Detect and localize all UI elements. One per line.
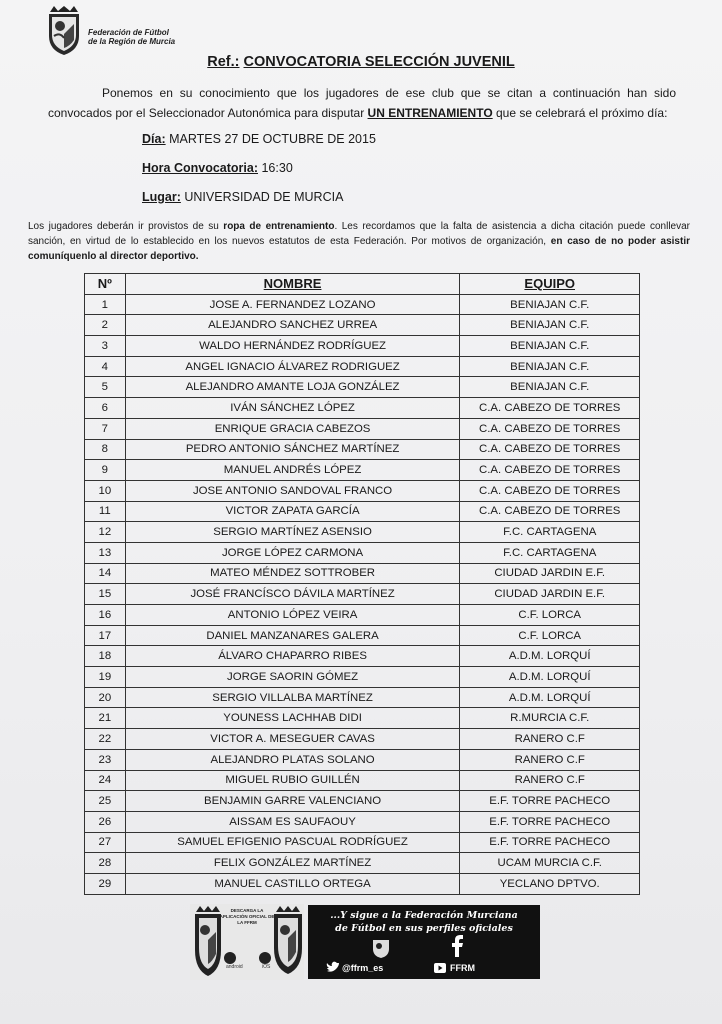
team-name: F.C. CARTAGENA <box>460 542 640 563</box>
player-name: YOUNESS LACHHAB DIDI <box>125 708 460 729</box>
row-number: 4 <box>85 356 126 377</box>
table-row <box>85 336 640 357</box>
crest-icon <box>370 937 392 959</box>
table-row <box>85 832 640 853</box>
row-number: 8 <box>85 439 126 460</box>
team-name: C.A. CABEZO DE TORRES <box>460 480 640 501</box>
table-row <box>85 729 640 750</box>
row-number: 18 <box>85 646 126 667</box>
title-text: CONVOCATORIA SELECCIÓN JUVENIL <box>243 54 515 70</box>
team-name: E.F. TORRE PACHECO <box>460 832 640 853</box>
player-name: AISSAM ES SAUFAOUY <box>125 811 460 832</box>
player-name: PEDRO ANTONIO SÁNCHEZ MARTÍNEZ <box>125 439 460 460</box>
player-name: MIGUEL RUBIO GUILLÉN <box>125 770 460 791</box>
notice-paragraph <box>28 219 690 264</box>
player-name: MATEO MÉNDEZ SOTTROBER <box>125 563 460 584</box>
player-name: ANGEL IGNACIO ÁLVAREZ RODRIGUEZ <box>125 356 460 377</box>
table-row <box>85 687 640 708</box>
team-name: E.F. TORRE PACHECO <box>460 811 640 832</box>
player-name: FELIX GONZÁLEZ MARTÍNEZ <box>125 853 460 874</box>
intro-paragraph <box>48 83 676 123</box>
team-name: RANERO C.F <box>460 749 640 770</box>
roster-body <box>85 294 640 894</box>
row-number: 24 <box>85 770 126 791</box>
team-name: C.A. CABEZO DE TORRES <box>460 418 640 439</box>
date-label: Día: <box>142 132 166 146</box>
team-name: UCAM MURCIA C.F. <box>460 853 640 874</box>
app-download-text: DESCARGA LA APLICACIÓN OFICIAL DE LA FFRM <box>219 908 275 925</box>
table-row <box>85 625 640 646</box>
android-label: android <box>226 964 243 970</box>
player-name: JOSÉ FRANCÍSCO DÁVILA MARTÍNEZ <box>125 584 460 605</box>
table-row <box>85 749 640 770</box>
row-number: 29 <box>85 873 126 894</box>
row-number: 16 <box>85 605 126 626</box>
table-row <box>85 667 640 688</box>
team-name: C.F. LORCA <box>460 625 640 646</box>
header-team: EQUIPO <box>460 274 640 295</box>
team-name: C.F. LORCA <box>460 605 640 626</box>
team-name: YECLANO DPTVO. <box>460 873 640 894</box>
table-row <box>85 770 640 791</box>
twitter-handle[interactable]: @ffrm_es <box>342 963 384 973</box>
place-label: Lugar: <box>142 190 181 204</box>
player-name: WALDO HERNÁNDEZ RODRÍGUEZ <box>125 336 460 357</box>
federation-crest-logo <box>46 6 82 56</box>
team-name: F.C. CARTAGENA <box>460 522 640 543</box>
player-name: ANTONIO LÓPEZ VEIRA <box>125 605 460 626</box>
table-row <box>85 522 640 543</box>
row-number: 19 <box>85 667 126 688</box>
intro-after: que se celebrará el próximo día: <box>492 106 668 120</box>
row-number: 20 <box>85 687 126 708</box>
table-row <box>85 542 640 563</box>
team-name: C.A. CABEZO DE TORRES <box>460 460 640 481</box>
federation-name <box>88 28 175 46</box>
row-number: 17 <box>85 625 126 646</box>
player-name: JORGE LÓPEZ CARMONA <box>125 542 460 563</box>
federation-name-line2: de la Región de Murcia <box>88 37 176 46</box>
team-name: BENIAJAN C.F. <box>460 315 640 336</box>
team-name: C.A. CABEZO DE TORRES <box>460 439 640 460</box>
team-name: RANERO C.F <box>460 729 640 750</box>
table-row <box>85 480 640 501</box>
row-number: 3 <box>85 336 126 357</box>
row-number: 11 <box>85 501 126 522</box>
apple-icon <box>259 952 271 964</box>
social-text-line2: de Fútbol en sus perfiles oficiales <box>335 923 513 934</box>
table-row <box>85 460 640 481</box>
row-number: 15 <box>85 584 126 605</box>
notice-p2-bold: en caso de no poder asistir comuníquenlo al director deportivo. <box>28 236 690 262</box>
table-row <box>85 294 640 315</box>
player-name: JORGE SAORIN GÓMEZ <box>125 667 460 688</box>
table-row <box>85 398 640 419</box>
team-name: C.A. CABEZO DE TORRES <box>460 398 640 419</box>
player-name: JOSE A. FERNANDEZ LOZANO <box>125 294 460 315</box>
player-name: JOSE ANTONIO SANDOVAL FRANCO <box>125 480 460 501</box>
table-row <box>85 501 640 522</box>
table-row <box>85 584 640 605</box>
player-name: MANUEL CASTILLO ORTEGA <box>125 873 460 894</box>
player-name: ALEJANDRO SANCHEZ URREA <box>125 315 460 336</box>
row-number: 28 <box>85 853 126 874</box>
footer-crest-right-icon <box>276 906 300 912</box>
team-name: R.MURCIA C.F. <box>460 708 640 729</box>
team-name: CIUDAD JARDIN E.F. <box>460 584 640 605</box>
row-number: 5 <box>85 377 126 398</box>
team-name: BENIAJAN C.F. <box>460 294 640 315</box>
player-name: VICTOR A. MESEGUER CAVAS <box>125 729 460 750</box>
row-number: 7 <box>85 418 126 439</box>
row-number: 23 <box>85 749 126 770</box>
time-label: Hora Convocatoria: <box>142 161 258 175</box>
table-row <box>85 418 640 439</box>
team-name: BENIAJAN C.F. <box>460 336 640 357</box>
row-number: 26 <box>85 811 126 832</box>
roster-table <box>84 273 640 895</box>
footer-crest-left-icon <box>196 906 220 912</box>
team-name: BENIAJAN C.F. <box>460 356 640 377</box>
row-number: 27 <box>85 832 126 853</box>
ref-label: Ref.: <box>207 54 240 70</box>
row-number: 21 <box>85 708 126 729</box>
team-name: RANERO C.F <box>460 770 640 791</box>
row-number: 6 <box>85 398 126 419</box>
table-row <box>85 605 640 626</box>
player-name: DANIEL MANZANARES GALERA <box>125 625 460 646</box>
table-row <box>85 356 640 377</box>
row-number: 22 <box>85 729 126 750</box>
twitter-icon[interactable] <box>326 961 340 973</box>
team-name: A.D.M. LORQUÍ <box>460 667 640 688</box>
table-row <box>85 563 640 584</box>
android-icon <box>224 952 236 964</box>
row-number: 9 <box>85 460 126 481</box>
team-name: A.D.M. LORQUÍ <box>460 687 640 708</box>
player-name: SERGIO MARTÍNEZ ASENSIO <box>125 522 460 543</box>
social-text-line1: ...Y sigue a la Federación Murciana <box>330 910 518 921</box>
facebook-handle[interactable]: FFRM <box>450 963 475 973</box>
ios-label: iOS <box>262 964 271 970</box>
player-name: BENJAMIN GARRE VALENCIANO <box>125 791 460 812</box>
table-row <box>85 708 640 729</box>
row-number: 1 <box>85 294 126 315</box>
player-name: ÁLVARO CHAPARRO RIBES <box>125 646 460 667</box>
team-name: C.A. CABEZO DE TORRES <box>460 501 640 522</box>
federation-name-line1: Federación de Fútbol <box>88 28 169 37</box>
row-number: 13 <box>85 542 126 563</box>
notice-p2: . Les recordamos que la falta de asistencia a dicha citación puede conllevar sanción, en virtud de lo establecido en los nuevos estatutos de esta Federación. Por motivos de organización, <box>28 221 690 247</box>
time-value: 16:30 <box>261 161 293 175</box>
place-value: UNIVERSIDAD DE MURCIA <box>184 190 344 204</box>
table-row <box>85 439 640 460</box>
table-row <box>85 873 640 894</box>
time-field <box>142 161 293 175</box>
table-row <box>85 853 640 874</box>
table-row <box>85 811 640 832</box>
team-name: CIUDAD JARDIN E.F. <box>460 563 640 584</box>
table-header-row <box>85 274 640 295</box>
intro-before: Ponemos en su conocimiento que los jugadores de ese club que se citan a continuación han sido convocados por el Seleccionador Autonómica para disputar <box>48 86 676 120</box>
team-name: E.F. TORRE PACHECO <box>460 791 640 812</box>
date-field <box>142 132 376 146</box>
header-name: NOMBRE <box>125 274 460 295</box>
table-row <box>85 315 640 336</box>
player-name: ALEJANDRO PLATAS SOLANO <box>125 749 460 770</box>
row-number: 25 <box>85 791 126 812</box>
social-text <box>314 909 534 935</box>
player-name: VICTOR ZAPATA GARCÍA <box>125 501 460 522</box>
document-title <box>0 54 722 70</box>
row-number: 12 <box>85 522 126 543</box>
header-num: Nº <box>85 274 126 295</box>
table-row <box>85 791 640 812</box>
youtube-icon[interactable] <box>434 962 446 974</box>
notice-p1: Los jugadores deberán ir provistos de su <box>28 221 224 232</box>
table-row <box>85 646 640 667</box>
facebook-icon[interactable] <box>446 933 468 957</box>
player-name: MANUEL ANDRÉS LÓPEZ <box>125 460 460 481</box>
date-value: MARTES 27 DE OCTUBRE DE 2015 <box>169 132 376 146</box>
player-name: SERGIO VILLALBA MARTÍNEZ <box>125 687 460 708</box>
player-name: ALEJANDRO AMANTE LOJA GONZÁLEZ <box>125 377 460 398</box>
row-number: 14 <box>85 563 126 584</box>
notice-p1-bold: ropa de entrenamiento <box>223 221 335 232</box>
row-number: 2 <box>85 315 126 336</box>
player-name: IVÁN SÁNCHEZ LÓPEZ <box>125 398 460 419</box>
intro-highlight: UN ENTRENAMIENTO <box>367 106 493 120</box>
player-name: ENRIQUE GRACIA CABEZOS <box>125 418 460 439</box>
team-name: A.D.M. LORQUÍ <box>460 646 640 667</box>
team-name: BENIAJAN C.F. <box>460 377 640 398</box>
player-name: SAMUEL EFIGENIO PASCUAL RODRÍGUEZ <box>125 832 460 853</box>
social-media-box <box>308 905 540 979</box>
table-row <box>85 377 640 398</box>
place-field <box>142 190 343 204</box>
row-number: 10 <box>85 480 126 501</box>
